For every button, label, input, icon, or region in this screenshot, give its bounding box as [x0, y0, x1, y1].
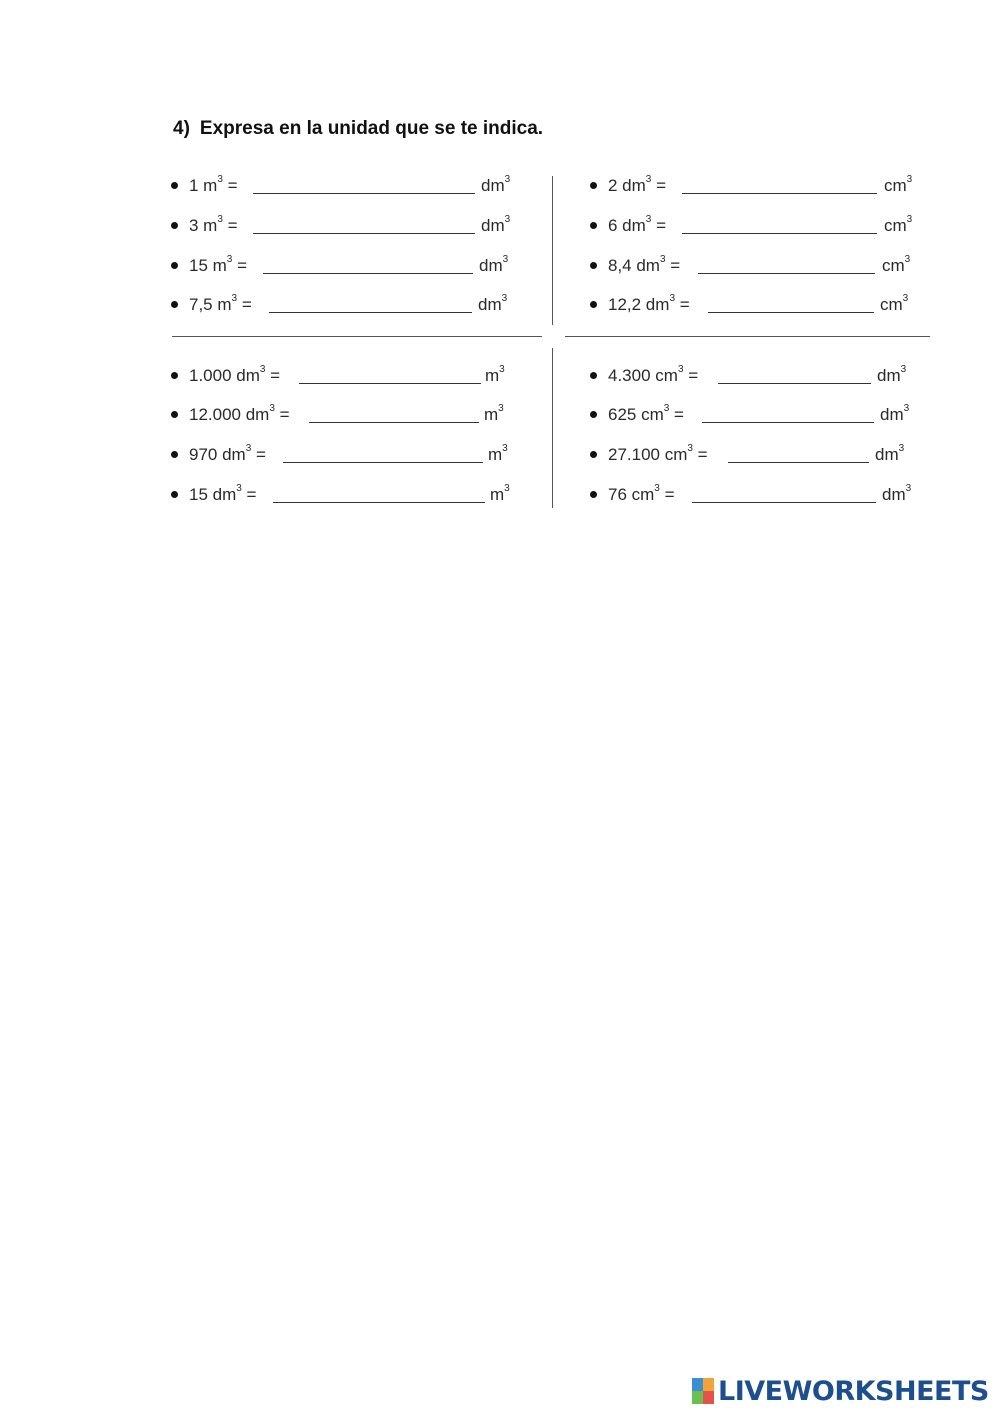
quadrant-top-left — [171, 174, 521, 324]
exercise-item — [171, 443, 521, 467]
item-unit: $dm^3$ — [882, 483, 912, 504]
answer-blank[interactable] — [682, 233, 877, 234]
item-expression: 15 $m^3$ = — [189, 254, 248, 275]
quadrant-bottom-right — [590, 364, 925, 514]
exercise-item — [590, 293, 925, 317]
exercise-item — [171, 293, 521, 317]
answer-blank[interactable] — [698, 273, 875, 274]
exercise-item — [590, 364, 925, 388]
item-unit: $dm^3$ — [478, 293, 508, 314]
exercise-item — [590, 483, 925, 507]
item-unit: $m^3$ — [490, 483, 510, 504]
answer-blank[interactable] — [253, 193, 475, 194]
divider-horizontal-left — [172, 336, 542, 337]
answer-blank[interactable] — [309, 422, 479, 423]
bullet-icon — [590, 262, 597, 269]
item-expression: 625 $cm^3$ = — [608, 403, 684, 424]
answer-blank[interactable] — [702, 422, 874, 423]
divider-horizontal-right — [565, 336, 930, 337]
answer-blank[interactable] — [682, 193, 877, 194]
exercise-instruction: Expresa en la unidad que se te indica. — [199, 118, 544, 139]
bullet-icon — [171, 491, 178, 498]
answer-blank[interactable] — [253, 233, 475, 234]
item-expression: 15 $dm^3$ = — [189, 483, 257, 504]
item-expression: 4.300 $cm^3$ = — [608, 364, 699, 385]
bullet-icon — [590, 222, 597, 229]
item-expression: 1 $m^3$ = — [189, 174, 238, 195]
item-unit: $m^3$ — [485, 364, 505, 385]
quadrant-bottom-left — [171, 364, 521, 514]
answer-blank[interactable] — [269, 312, 472, 313]
bullet-icon — [171, 372, 178, 379]
bullet-icon — [171, 451, 178, 458]
answer-blank[interactable] — [692, 502, 876, 503]
bullet-icon — [590, 491, 597, 498]
item-expression: 3 $m^3$ = — [189, 214, 238, 235]
exercise-item — [171, 483, 521, 507]
item-unit: $m^3$ — [488, 443, 508, 464]
item-unit: $dm^3$ — [481, 214, 511, 235]
exercise-item — [590, 174, 925, 198]
brand-name: LIVEWORKSHEETS — [718, 1375, 989, 1407]
bullet-icon — [171, 222, 178, 229]
item-expression: 7,5 $m^3$ = — [189, 293, 252, 314]
item-unit: $dm^3$ — [877, 364, 907, 385]
answer-blank[interactable] — [299, 383, 481, 384]
item-expression: 12,2 $dm^3$ = — [608, 293, 690, 314]
exercise-item — [590, 403, 925, 427]
item-expression: 8,4 $dm^3$ = — [608, 254, 681, 275]
answer-blank[interactable] — [273, 502, 485, 503]
exercise-item — [171, 174, 521, 198]
answer-blank[interactable] — [708, 312, 874, 313]
bullet-icon — [171, 182, 178, 189]
logo-mark-icon — [692, 1378, 714, 1404]
answer-blank[interactable] — [718, 383, 871, 384]
bullet-icon — [590, 411, 597, 418]
item-expression: 2 $dm^3$ = — [608, 174, 667, 195]
quadrant-top-right — [590, 174, 925, 324]
exercise-item — [171, 403, 521, 427]
item-unit: $dm^3$ — [875, 443, 905, 464]
item-unit: $dm^3$ — [880, 403, 910, 424]
item-unit: $dm^3$ — [479, 254, 509, 275]
exercise-item — [590, 443, 925, 467]
item-unit: $m^3$ — [484, 403, 504, 424]
item-expression: 6 $dm^3$ = — [608, 214, 667, 235]
exercise-item — [171, 214, 521, 238]
exercise-item — [590, 254, 925, 278]
answer-blank[interactable] — [728, 462, 869, 463]
bullet-icon — [171, 262, 178, 269]
bullet-icon — [171, 301, 178, 308]
item-expression: 12.000 $dm^3$ = — [189, 403, 290, 424]
item-expression: 1.000 $dm^3$ = — [189, 364, 281, 385]
bullet-icon — [590, 182, 597, 189]
item-unit: $dm^3$ — [481, 174, 511, 195]
item-expression: 970 $dm^3$ = — [189, 443, 266, 464]
exercise-title — [173, 118, 543, 140]
item-unit: $cm^3$ — [884, 214, 913, 235]
item-unit: $cm^3$ — [884, 174, 913, 195]
bullet-icon — [590, 301, 597, 308]
bullet-icon — [590, 372, 597, 379]
item-expression: 27.100 $cm^3$ = — [608, 443, 708, 464]
exercise-item — [171, 254, 521, 278]
exercise-item — [171, 364, 521, 388]
exercise-number: 4) — [173, 118, 190, 139]
liveworksheets-logo — [692, 1374, 989, 1408]
item-unit: $cm^3$ — [882, 254, 911, 275]
bullet-icon — [590, 451, 597, 458]
item-expression: 76 $cm^3$ = — [608, 483, 675, 504]
answer-blank[interactable] — [283, 462, 483, 463]
exercise-item — [590, 214, 925, 238]
answer-blank[interactable] — [263, 273, 473, 274]
divider-vertical-bottom — [552, 348, 553, 508]
bullet-icon — [171, 411, 178, 418]
divider-vertical-top — [552, 176, 553, 325]
item-unit: $cm^3$ — [880, 293, 909, 314]
